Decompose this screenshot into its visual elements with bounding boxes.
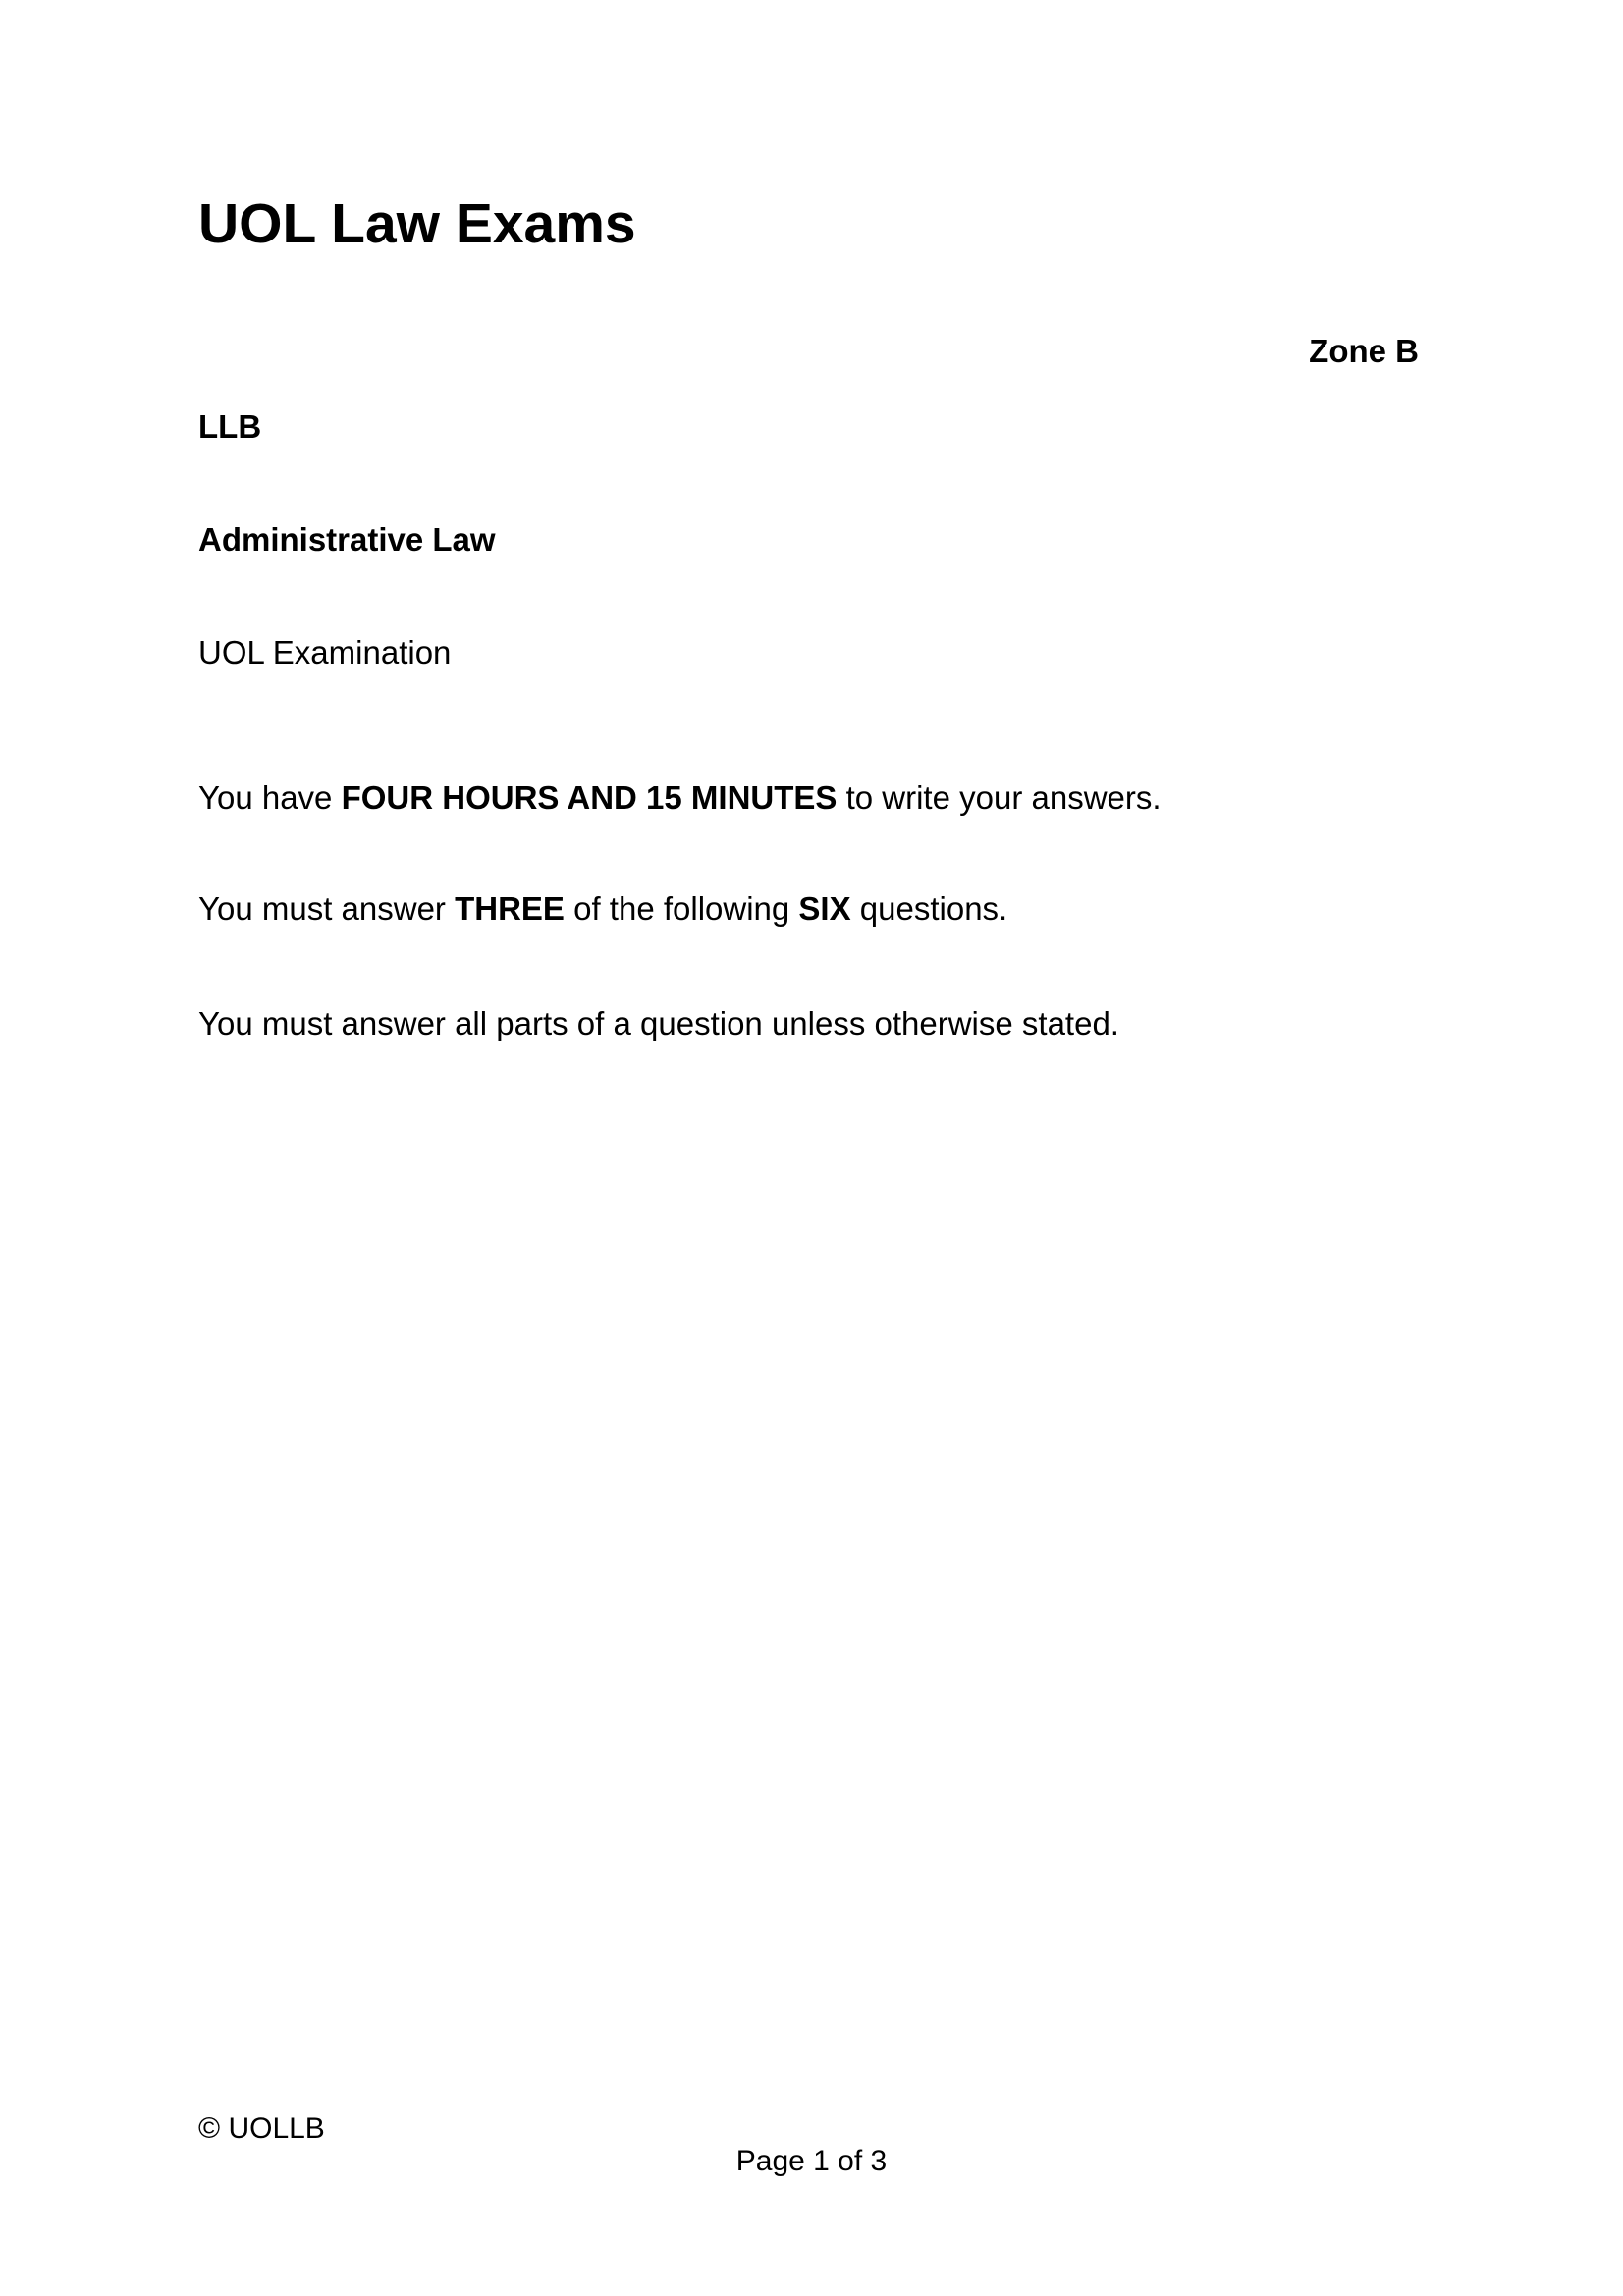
text-run: You must answer	[198, 890, 456, 927]
text-run: You have	[198, 779, 342, 816]
text-run: FOUR HOURS AND 15 MINUTES	[341, 779, 838, 816]
text-run: questions.	[850, 890, 1008, 927]
page-title: UOL Law Exams	[198, 192, 636, 255]
programme-heading: LLB	[198, 408, 262, 445]
instruction-time-allowed	[198, 779, 1419, 817]
instruction-answer-all-parts	[198, 1005, 1419, 1042]
footer-copyright: © UOLLB	[198, 2112, 325, 2145]
exam-name: UOL Examination	[198, 634, 452, 670]
footer-page-number: Page 1 of 3	[735, 2145, 888, 2177]
subject-heading: Administrative Law	[198, 521, 496, 558]
text-run: of the following	[564, 890, 799, 927]
instruction-questions-required	[198, 890, 1419, 928]
text-run: SIX	[798, 890, 851, 927]
text-run: THREE	[455, 890, 565, 927]
text-run: You must answer all parts of a question unless otherwise stated.	[198, 1005, 1119, 1041]
zone-label: Zone B	[1309, 333, 1419, 369]
text-run: to write your answers.	[837, 779, 1162, 816]
